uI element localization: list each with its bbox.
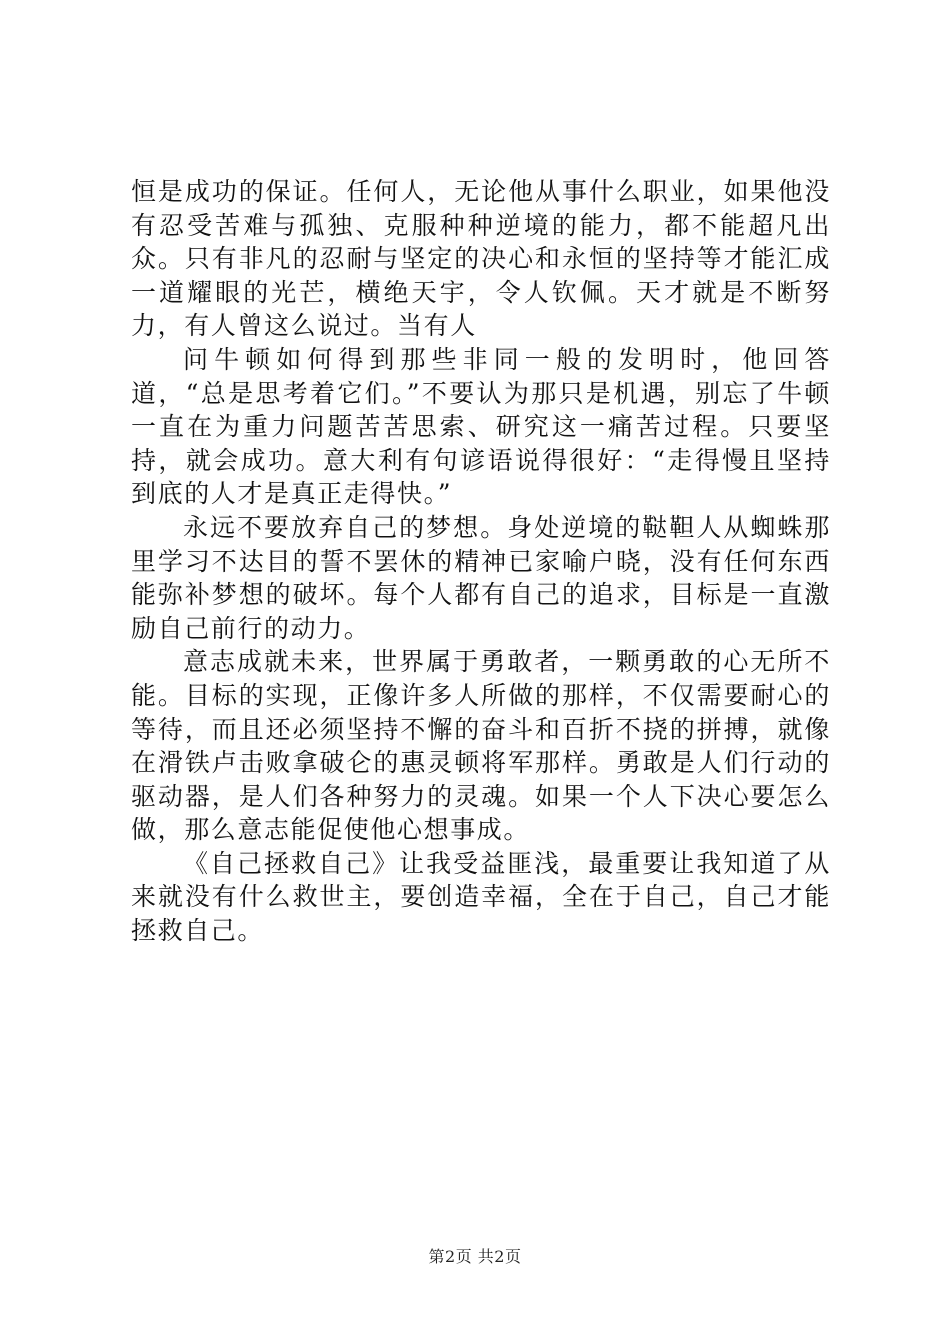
- paragraph-dream: 永远不要放弃自己的梦想。身处逆境的鞑靼人从蜘蛛那里学习不达目的誓不罢休的精神已家喻户晓，没有任何东西能弥补梦想的破坏。每个人都有自己的追求，目标是一直激励自己前行的动力。: [131, 512, 831, 643]
- body-text: [131, 175, 831, 948]
- page-number-footer: 第2页 共2页: [428, 1247, 522, 1266]
- paragraph-will: 意志成就未来，世界属于勇敢者，一颗勇敢的心无所不能。目标的实现，正像许多人所做的那样，不仅需要耐心的等待，而且还必须坚持不懈的奋斗和百折不挠的拼搏，就像在滑铁卢击败拿破仑的惠灵顿将军那样。勇敢是人们行动的驱动器，是人们各种努力的灵魂。如果一个人下决心要怎么做，那么意志能促使他心想事成。: [131, 647, 831, 845]
- paragraph-conclusion: 《自己拯救自己》让我受益匪浅，最重要让我知道了从来就没有什么救世主，要创造幸福，全在于自己，自己才能拯救自己。: [131, 848, 831, 946]
- paragraph-continued: 恒是成功的保证。任何人，无论他从事什么职业，如果他没有忍受苦难与孤独、克服种种逆境的能力，都不能超凡出众。只有非凡的忍耐与坚定的决心和永恒的坚持等才能汇成一道耀眼的光芒，横绝天宇，令人钦佩。天才就是不断努力，有人曾这么说过。当有人: [131, 177, 831, 341]
- paragraph-newton: 问牛顿如何得到那些非同一般的发明时，他回答道，“总是思考着它们。”不要认为那只是机遇，别忘了牛顿一直在为重力问题苦苦思索、研究这一痛苦过程。只要坚持，就会成功。意大利有句谚语说得很好：“走得慢且坚持到底的人才是真正走得快。”: [131, 344, 831, 509]
